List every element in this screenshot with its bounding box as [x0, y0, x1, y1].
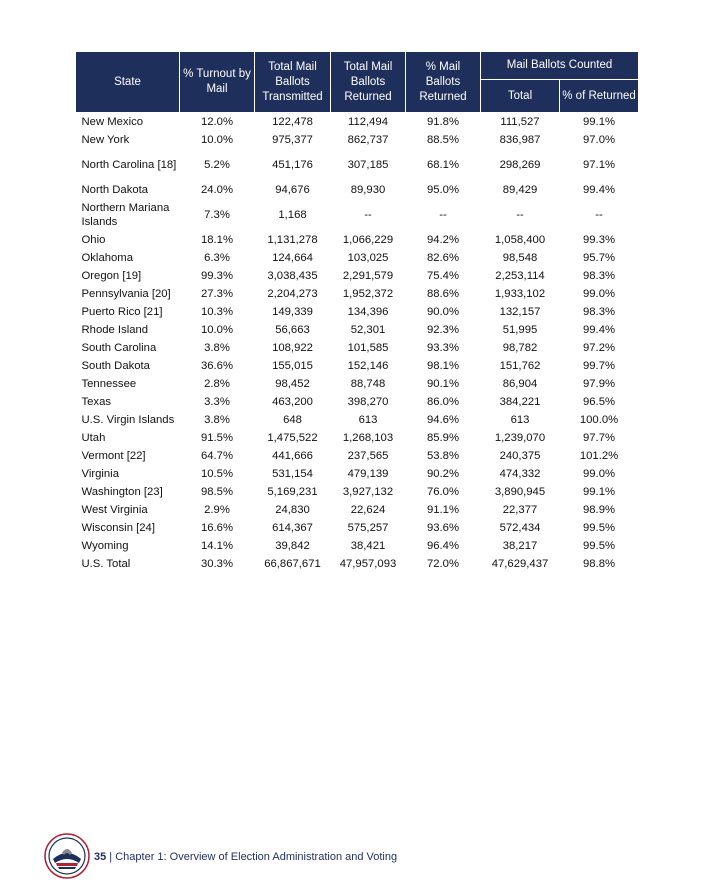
header-counted-pct: % of Returned — [560, 80, 639, 113]
cell-pct-returned: 98.1% — [426, 360, 460, 372]
cell-counted-total: 86,904 — [502, 378, 538, 390]
eac-seal-icon — [44, 833, 90, 879]
cell-state: U.S. Total — [81, 558, 131, 570]
cell-returned: 112,494 — [348, 116, 388, 128]
cell-transmitted: 122,478 — [272, 116, 313, 128]
cell-counted-pct: 98.3% — [582, 306, 616, 318]
cell-counted-total: 151,762 — [499, 360, 541, 372]
cell-transmitted: 39,842 — [275, 540, 310, 552]
cell-counted-pct: 99.0% — [582, 288, 616, 300]
table-row — [76, 181, 639, 199]
cell-pct-returned: 91.8% — [426, 116, 460, 128]
cell-state: Wisconsin [24] — [81, 522, 155, 534]
cell-state: Virginia — [81, 468, 119, 480]
cell-returned: 152,146 — [347, 360, 389, 372]
cell-transmitted: 451,176 — [272, 159, 313, 171]
cell-counted-total: 1,933,102 — [494, 288, 546, 300]
cell-counted-pct: 99.4% — [582, 324, 616, 336]
cell-counted-total: 111,527 — [500, 116, 540, 128]
cell-counted-pct: 97.7% — [582, 432, 616, 444]
cell-turnout: 10.5% — [200, 468, 234, 480]
cell-state: Rhode Island — [81, 324, 149, 336]
cell-counted-total: 1,058,400 — [494, 234, 546, 246]
cell-returned: 575,257 — [347, 522, 389, 534]
cell-pct-returned: 76.0% — [426, 486, 460, 498]
table-row — [76, 393, 639, 411]
table-row — [76, 519, 639, 537]
cell-turnout: 3.8% — [204, 414, 230, 426]
cell-counted-pct: 97.9% — [582, 378, 616, 390]
cell-pct-returned: 95.0% — [426, 184, 460, 196]
table-row — [76, 321, 639, 339]
footer-text — [94, 851, 397, 863]
cell-returned: -- — [364, 209, 372, 221]
cell-state: Tennessee — [81, 378, 137, 390]
cell-returned: 398,270 — [347, 396, 389, 408]
cell-counted-pct: 99.4% — [582, 184, 616, 196]
cell-counted-pct: 95.7% — [582, 252, 616, 264]
cell-pct-returned: 93.3% — [426, 342, 460, 354]
table-row — [76, 411, 639, 429]
header-state: State — [76, 52, 180, 113]
table-row — [76, 267, 639, 285]
cell-state: Vermont [22] — [81, 450, 146, 462]
cell-transmitted: 3,038,435 — [267, 270, 318, 282]
cell-transmitted: 94,676 — [275, 184, 310, 196]
cell-returned: 3,927,132 — [342, 486, 394, 498]
cell-transmitted: 648 — [283, 414, 302, 426]
cell-transmitted: 66,867,671 — [264, 558, 321, 570]
mail-ballots-table — [75, 51, 639, 573]
cell-counted-total: 2,253,114 — [495, 270, 545, 282]
cell-pct-returned: 86.0% — [426, 396, 460, 408]
cell-transmitted: 975,377 — [272, 134, 313, 146]
cell-counted-pct: 99.1% — [582, 116, 616, 128]
table-row — [76, 465, 639, 483]
cell-transmitted: 531,154 — [272, 468, 313, 480]
table-row — [76, 447, 639, 465]
cell-state: North Dakota — [81, 184, 149, 196]
cell-transmitted: 24,830 — [275, 504, 310, 516]
cell-counted-pct: 98.8% — [582, 558, 616, 570]
header-mail-ballots-counted: Mail Ballots Counted — [481, 52, 639, 80]
cell-state: Ohio — [81, 234, 106, 246]
cell-counted-total: 1,239,070 — [494, 432, 546, 444]
cell-state: South Carolina — [81, 342, 157, 354]
cell-turnout: 30.3% — [200, 558, 234, 570]
cell-counted-total: 132,157 — [499, 306, 541, 318]
cell-pct-returned: 75.4% — [426, 270, 460, 282]
cell-counted-pct: 99.1% — [582, 486, 616, 498]
cell-state: Oregon [19] — [81, 270, 142, 282]
table-row — [76, 537, 639, 555]
cell-counted-total: 98,548 — [502, 252, 538, 264]
cell-returned: 22,624 — [350, 504, 386, 516]
cell-counted-total: 613 — [510, 414, 530, 426]
table-row — [76, 249, 639, 267]
cell-counted-pct: 97.2% — [582, 342, 616, 354]
table-row — [76, 501, 639, 519]
cell-counted-total: 89,429 — [502, 184, 538, 196]
cell-state: New York — [81, 134, 130, 146]
cell-transmitted: 1,168 — [278, 209, 307, 221]
cell-transmitted: 1,131,278 — [267, 234, 318, 246]
cell-counted-total: 384,221 — [499, 396, 541, 408]
cell-turnout: 5.2% — [204, 159, 230, 171]
table-row — [76, 483, 639, 501]
cell-pct-returned: 53.8% — [426, 450, 460, 462]
cell-turnout: 7.3% — [204, 209, 230, 221]
cell-returned: 47,957,093 — [339, 558, 397, 570]
header-turnout-by-mail: % Turnout by Mail — [180, 52, 255, 113]
cell-pct-returned: 92.3% — [426, 324, 460, 336]
cell-counted-pct: 97.1% — [582, 159, 616, 171]
table-row — [76, 375, 639, 393]
cell-returned: 613 — [358, 414, 378, 426]
table-row — [76, 339, 639, 357]
cell-returned: 479,139 — [347, 468, 389, 480]
cell-counted-pct: 100.0% — [579, 414, 619, 426]
cell-state: West Virginia — [81, 504, 148, 516]
table-row — [76, 231, 639, 249]
cell-turnout: 3.3% — [204, 396, 230, 408]
cell-transmitted: 463,200 — [272, 396, 313, 408]
cell-pct-returned: 85.9% — [426, 432, 460, 444]
cell-counted-pct: 98.9% — [582, 504, 616, 516]
cell-turnout: 18.1% — [200, 234, 234, 246]
cell-transmitted: 441,666 — [272, 450, 313, 462]
cell-state: Washington [23] — [81, 486, 163, 498]
header-pct-returned: % Mail Ballots Returned — [406, 52, 481, 113]
cell-counted-total: 3,890,945 — [494, 486, 546, 498]
cell-returned: 88,748 — [350, 378, 386, 390]
cell-state: Northern Mariana Islands — [81, 202, 170, 228]
header-total-returned: Total Mail Ballots Returned — [331, 52, 406, 113]
cell-returned: 2,291,579 — [342, 270, 394, 282]
cell-pct-returned: 88.6% — [426, 288, 460, 300]
cell-returned: 89,930 — [350, 184, 386, 196]
cell-turnout: 27.3% — [200, 288, 234, 300]
cell-returned: 52,301 — [350, 324, 386, 336]
cell-pct-returned: 90.2% — [426, 468, 460, 480]
cell-state: South Dakota — [81, 360, 150, 372]
cell-state: Texas — [81, 396, 112, 408]
page-footer — [44, 833, 444, 879]
cell-counted-pct: 99.3% — [582, 234, 616, 246]
cell-transmitted: 5,169,231 — [267, 486, 318, 498]
cell-returned: 103,025 — [347, 252, 389, 264]
cell-returned: 1,268,103 — [342, 432, 394, 444]
cell-turnout: 12.0% — [200, 116, 234, 128]
cell-pct-returned: -- — [439, 209, 447, 221]
cell-counted-total: 298,269 — [499, 159, 541, 171]
cell-counted-pct: 99.5% — [582, 522, 616, 534]
cell-counted-pct: 101.2% — [579, 450, 619, 462]
cell-counted-pct: 99.0% — [582, 468, 616, 480]
chapter-title: Chapter 1: Overview of Election Administration and Voting — [115, 851, 398, 863]
page-number: 35 — [94, 851, 107, 863]
header-total-transmitted: Total Mail Ballots Transmitted — [255, 52, 331, 113]
table-body — [76, 113, 639, 574]
table-row — [76, 555, 639, 573]
cell-turnout: 14.1% — [200, 540, 234, 552]
cell-counted-pct: 99.5% — [582, 540, 616, 552]
cell-state: New Mexico — [81, 116, 144, 128]
cell-pct-returned: 96.4% — [426, 540, 460, 552]
cell-counted-total: 572,434 — [499, 522, 541, 534]
cell-turnout: 2.9% — [204, 504, 230, 516]
cell-turnout: 10.0% — [200, 134, 234, 146]
cell-pct-returned: 90.1% — [426, 378, 460, 390]
table-row — [76, 131, 639, 149]
cell-pct-returned: 93.6% — [426, 522, 460, 534]
header-counted-total: Total — [481, 80, 560, 113]
cell-turnout: 16.6% — [200, 522, 234, 534]
cell-turnout: 24.0% — [200, 184, 234, 196]
table-row — [76, 199, 639, 231]
table-row — [76, 303, 639, 321]
cell-transmitted: 2,204,273 — [267, 288, 318, 300]
cell-counted-pct: 98.3% — [582, 270, 616, 282]
cell-returned: 101,585 — [347, 342, 389, 354]
cell-pct-returned: 82.6% — [426, 252, 460, 264]
cell-counted-pct: 99.7% — [582, 360, 616, 372]
table-row — [76, 357, 639, 375]
table-row — [76, 285, 639, 303]
cell-turnout: 36.6% — [200, 360, 234, 372]
cell-returned: 1,066,229 — [342, 234, 394, 246]
cell-counted-total: 47,629,437 — [491, 558, 549, 570]
cell-counted-pct: 97.0% — [582, 134, 616, 146]
cell-pct-returned: 91.1% — [426, 504, 460, 516]
cell-state: Wyoming — [81, 540, 129, 552]
table-row — [76, 429, 639, 447]
cell-state: Oklahoma — [81, 252, 133, 264]
cell-pct-returned: 72.0% — [426, 558, 460, 570]
cell-returned: 307,185 — [347, 159, 389, 171]
cell-turnout: 6.3% — [204, 252, 230, 264]
cell-pct-returned: 94.6% — [426, 414, 460, 426]
cell-counted-pct: 96.5% — [582, 396, 616, 408]
cell-transmitted: 56,663 — [275, 324, 310, 336]
cell-counted-total: 240,375 — [499, 450, 541, 462]
cell-transmitted: 614,367 — [272, 522, 313, 534]
cell-pct-returned: 68.1% — [426, 159, 460, 171]
cell-state: Puerto Rico [21] — [81, 306, 163, 318]
cell-transmitted: 1,475,522 — [267, 432, 318, 444]
cell-turnout: 10.3% — [200, 306, 234, 318]
cell-turnout: 91.5% — [200, 432, 234, 444]
cell-turnout: 64.7% — [200, 450, 234, 462]
cell-turnout: 2.8% — [204, 378, 230, 390]
cell-counted-total: 98,782 — [502, 342, 538, 354]
cell-turnout: 10.0% — [200, 324, 234, 336]
cell-counted-total: 836,987 — [499, 134, 541, 146]
cell-counted-total: 474,332 — [499, 468, 541, 480]
cell-returned: 1,952,372 — [342, 288, 394, 300]
cell-counted-total: 51,995 — [502, 324, 538, 336]
cell-counted-total: 22,377 — [502, 504, 538, 516]
cell-returned: 134,396 — [347, 306, 389, 318]
cell-pct-returned: 90.0% — [426, 306, 460, 318]
cell-pct-returned: 88.5% — [426, 134, 460, 146]
cell-turnout: 99.3% — [200, 270, 234, 282]
cell-returned: 38,421 — [350, 540, 386, 552]
cell-transmitted: 124,664 — [272, 252, 313, 264]
cell-transmitted: 98,452 — [275, 378, 310, 390]
cell-returned: 862,737 — [347, 134, 389, 146]
cell-counted-pct: -- — [595, 209, 603, 221]
cell-pct-returned: 94.2% — [426, 234, 460, 246]
cell-turnout: 3.8% — [204, 342, 230, 354]
cell-turnout: 98.5% — [200, 486, 234, 498]
cell-state: U.S. Virgin Islands — [81, 414, 175, 426]
cell-transmitted: 149,339 — [272, 306, 313, 318]
cell-returned: 237,565 — [347, 450, 389, 462]
cell-counted-total: -- — [516, 209, 524, 221]
table-row — [76, 113, 639, 132]
table-row — [76, 149, 639, 181]
cell-state: Utah — [81, 432, 106, 444]
cell-transmitted: 155,015 — [272, 360, 313, 372]
cell-transmitted: 108,922 — [272, 342, 313, 354]
cell-state: North Carolina [18] — [81, 159, 177, 171]
cell-state: Pennsylvania [20] — [81, 288, 171, 300]
cell-counted-total: 38,217 — [502, 540, 538, 552]
footer-separator: | — [106, 851, 116, 863]
